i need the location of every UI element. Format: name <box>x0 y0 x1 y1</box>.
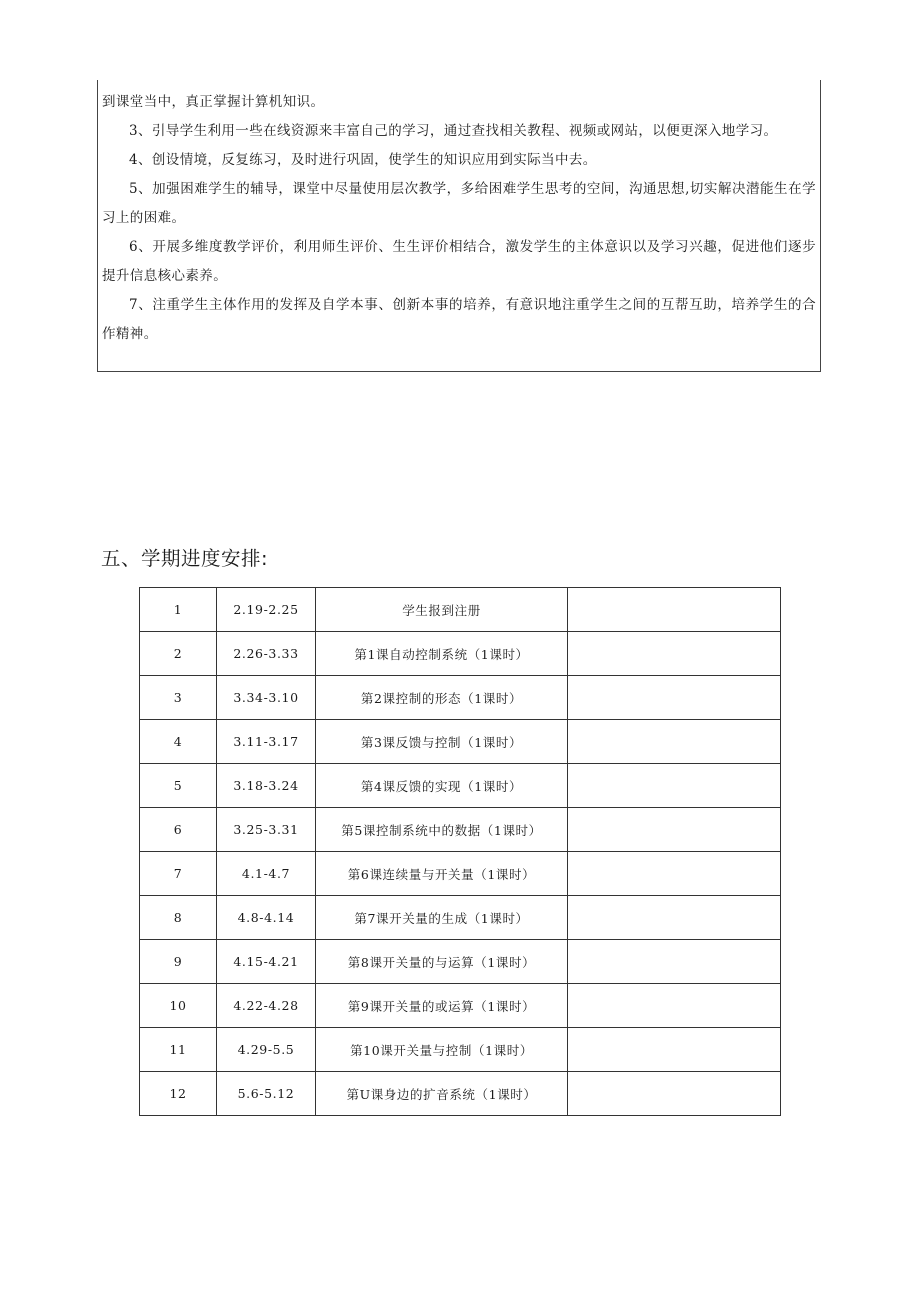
measure-paragraph: 6、开展多维度教学评价，利用师生评价、生生评价相结合，激发学生的主体意识以及学习兴趣，促进他们逐步提升信息核心素养。 <box>102 239 816 284</box>
date-range-cell: 3.34-3.10 <box>217 676 316 720</box>
week-number-cell: 10 <box>140 984 217 1028</box>
note-cell <box>568 632 781 676</box>
note-cell <box>568 896 781 940</box>
note-cell <box>568 720 781 764</box>
lesson-cell: 第6课连续量与开关量（1课时） <box>316 852 568 896</box>
teaching-measures-box <box>97 80 821 372</box>
note-cell <box>568 940 781 984</box>
lesson-cell: 第5课控制系统中的数据（1课时） <box>316 808 568 852</box>
date-range-cell: 5.6-5.12 <box>217 1072 316 1116</box>
schedule-row <box>140 852 781 896</box>
week-number-cell: 8 <box>140 896 217 940</box>
measure-paragraph: 3、引导学生利用一些在线资源来丰富自己的学习，通过查找相关教程、视频或网站，以便更深入地学习。 <box>129 123 778 139</box>
week-number-cell: 11 <box>140 1028 217 1072</box>
schedule-row <box>140 896 781 940</box>
section-title: 五、学期进度安排: <box>101 547 269 570</box>
lesson-cell: 第4课反馈的实现（1课时） <box>316 764 568 808</box>
schedule-table <box>139 587 781 1116</box>
measure-paragraph: 到课堂当中，真正掌握计算机知识。 <box>102 94 325 110</box>
lesson-cell: 第1课自动控制系统（1课时） <box>316 632 568 676</box>
week-number-cell: 4 <box>140 720 217 764</box>
note-cell <box>568 808 781 852</box>
note-cell <box>568 676 781 720</box>
week-number-cell: 5 <box>140 764 217 808</box>
note-cell <box>568 1028 781 1072</box>
week-number-cell: 12 <box>140 1072 217 1116</box>
measure-paragraph: 5、加强困难学生的辅导，课堂中尽量使用层次教学，多给困难学生思考的空间，沟通思想,切实解决潜能生在学习上的困难。 <box>102 181 816 226</box>
date-range-cell: 2.19-2.25 <box>217 588 316 632</box>
week-number-cell: 3 <box>140 676 217 720</box>
schedule-table-body <box>140 588 781 1116</box>
schedule-row <box>140 720 781 764</box>
schedule-row <box>140 632 781 676</box>
note-cell <box>568 984 781 1028</box>
note-cell <box>568 1072 781 1116</box>
week-number-cell: 6 <box>140 808 217 852</box>
note-cell <box>568 588 781 632</box>
week-number-cell: 9 <box>140 940 217 984</box>
schedule-row <box>140 588 781 632</box>
date-range-cell: 3.18-3.24 <box>217 764 316 808</box>
lesson-cell: 第2课控制的形态（1课时） <box>316 676 568 720</box>
date-range-cell: 4.8-4.14 <box>217 896 316 940</box>
week-number-cell: 1 <box>140 588 217 632</box>
date-range-cell: 4.22-4.28 <box>217 984 316 1028</box>
lesson-cell: 学生报到注册 <box>316 588 568 632</box>
schedule-row <box>140 1072 781 1116</box>
schedule-row <box>140 1028 781 1072</box>
schedule-row <box>140 808 781 852</box>
week-number-cell: 7 <box>140 852 217 896</box>
note-cell <box>568 764 781 808</box>
lesson-cell: 第9课开关量的或运算（1课时） <box>316 984 568 1028</box>
schedule-row <box>140 940 781 984</box>
measure-paragraph: 4、创设情境，反复练习，及时进行巩固，使学生的知识应用到实际当中去。 <box>129 152 597 168</box>
schedule-row <box>140 676 781 720</box>
note-cell <box>568 852 781 896</box>
lesson-cell: 第7课开关量的生成（1课时） <box>316 896 568 940</box>
date-range-cell: 3.11-3.17 <box>217 720 316 764</box>
date-range-cell: 2.26-3.33 <box>217 632 316 676</box>
date-range-cell: 3.25-3.31 <box>217 808 316 852</box>
date-range-cell: 4.15-4.21 <box>217 940 316 984</box>
lesson-cell: 第10课开关量与控制（1课时） <box>316 1028 568 1072</box>
lesson-cell: 第8课开关量的与运算（1课时） <box>316 940 568 984</box>
schedule-row <box>140 764 781 808</box>
week-number-cell: 2 <box>140 632 217 676</box>
schedule-row <box>140 984 781 1028</box>
measure-paragraph: 7、注重学生主体作用的发挥及自学本事、创新本事的培养，有意识地注重学生之间的互帮互助，培养学生的合作精神。 <box>102 297 816 342</box>
lesson-cell: 第U课身边的扩音系统（1课时） <box>316 1072 568 1116</box>
date-range-cell: 4.1-4.7 <box>217 852 316 896</box>
date-range-cell: 4.29-5.5 <box>217 1028 316 1072</box>
lesson-cell: 第3课反馈与控制（1课时） <box>316 720 568 764</box>
